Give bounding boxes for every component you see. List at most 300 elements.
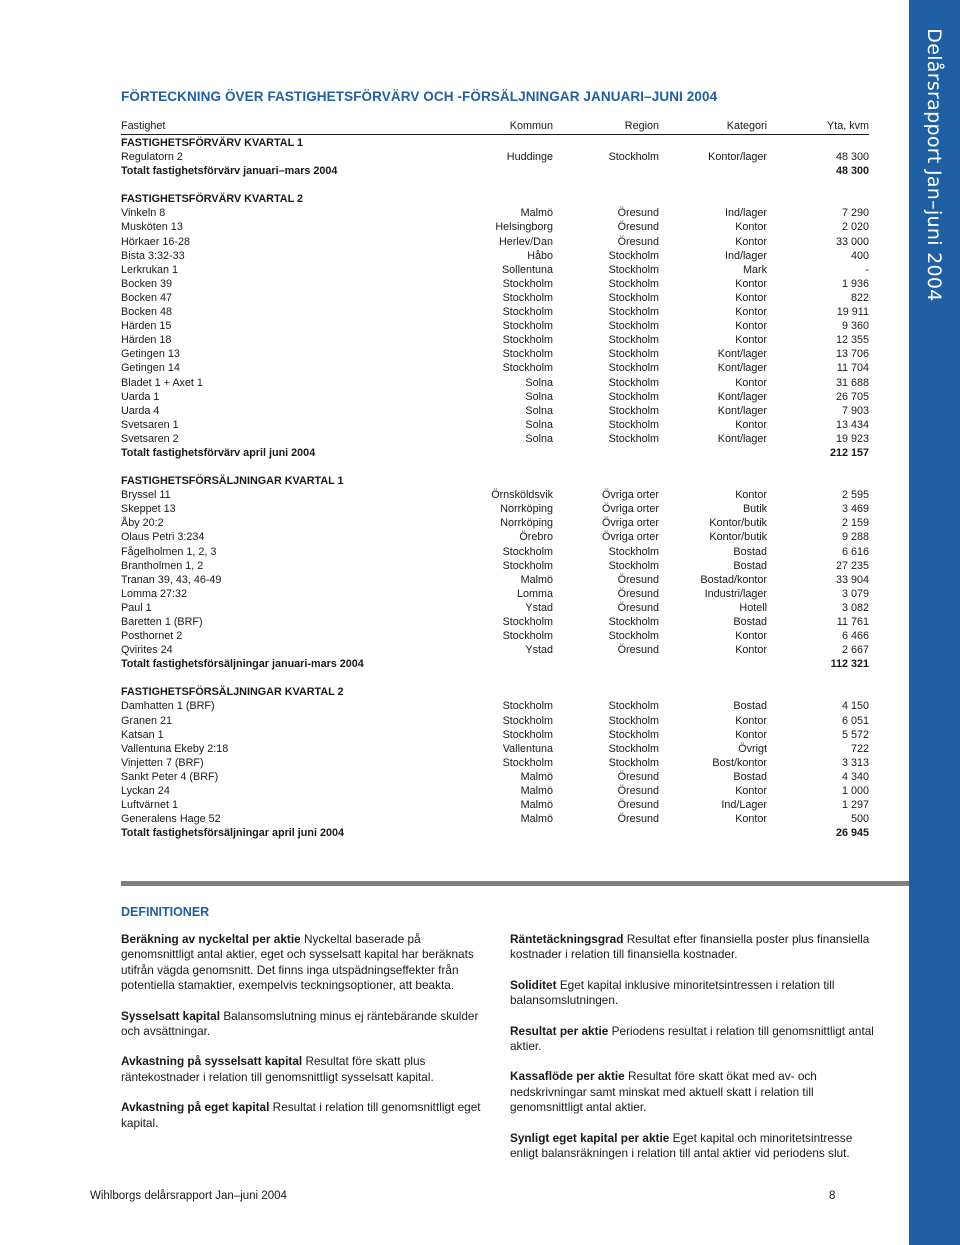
cell-kategori: Kontor xyxy=(735,334,767,347)
definition-item xyxy=(121,932,491,994)
definition-item xyxy=(121,1009,491,1040)
cell-fastighet: Lerkrukan 1 xyxy=(121,263,179,276)
cell-region: Öresund xyxy=(617,207,659,220)
table-row xyxy=(121,277,869,291)
cell-kommun: Stockholm xyxy=(502,334,553,347)
header-kategori: Kategori xyxy=(726,120,767,132)
table-row xyxy=(121,798,869,812)
cell-fastighet: Lyckan 24 xyxy=(121,785,170,798)
cell-kommun: Malmö xyxy=(520,813,553,826)
cell-region: Stockholm xyxy=(608,404,659,417)
cell-yta: 212 157 xyxy=(829,446,869,459)
cell-kategori: Kontor xyxy=(735,221,767,234)
cell-kommun: Stockholm xyxy=(502,320,553,333)
cell-yta: 2 159 xyxy=(841,517,869,530)
table-row xyxy=(121,728,869,742)
footer-report-name: Wihlborgs delårsrapport Jan–juni 2004 xyxy=(90,1190,287,1202)
cell-kommun: Stockholm xyxy=(502,700,553,713)
table-body xyxy=(121,136,869,840)
cell-kommun: Malmö xyxy=(520,785,553,798)
cell-region: Öresund xyxy=(617,644,659,657)
cell-yta: 722 xyxy=(850,742,869,755)
cell-region: Övriga orter xyxy=(602,489,659,502)
cell-region: Stockholm xyxy=(608,390,659,403)
cell-region: Stockholm xyxy=(608,376,659,389)
cell-kategori: Mark xyxy=(743,263,767,276)
cell-fastighet: Paul 1 xyxy=(121,601,152,614)
cell-fastighet: Svetsaren 2 xyxy=(121,432,179,445)
definition-term: Beräkning av nyckeltal per aktie xyxy=(121,932,301,946)
table-row xyxy=(121,376,869,390)
cell-fastighet: FASTIGHETSFÖRVÄRV KVARTAL 1 xyxy=(121,137,303,149)
cell-yta: 48 300 xyxy=(835,165,869,178)
cell-kategori: Kontor xyxy=(735,728,767,741)
cell-region: Stockholm xyxy=(608,432,659,445)
table-spacer xyxy=(121,460,869,474)
cell-kategori: Kont/lager xyxy=(717,348,767,361)
cell-fastighet: Totalt fastighetsförsäljningar januari-mars 2004 xyxy=(121,658,364,671)
cell-yta: 3 082 xyxy=(841,601,869,614)
cell-fastighet: Totalt fastighetsförvärv april juni 2004 xyxy=(121,446,316,459)
section-heading-row xyxy=(121,136,869,150)
table-row xyxy=(121,699,869,713)
cell-kommun: Stockholm xyxy=(502,559,553,572)
cell-kategori: Kontor/butik xyxy=(709,531,767,544)
cell-region: Öresund xyxy=(617,799,659,812)
cell-kategori: Kontor xyxy=(735,785,767,798)
cell-kommun: Stockholm xyxy=(502,348,553,361)
definition-item xyxy=(121,1100,491,1131)
cell-fastighet: Uarda 1 xyxy=(121,390,160,403)
property-table xyxy=(121,118,869,840)
cell-yta: 6 466 xyxy=(841,630,869,643)
cell-kategori: Bostad xyxy=(733,559,767,572)
cell-kommun: Stockholm xyxy=(502,277,553,290)
cell-yta: 26 705 xyxy=(835,390,869,403)
cell-yta: 1 936 xyxy=(841,277,869,290)
cell-region: Öresund xyxy=(617,770,659,783)
cell-fastighet: FASTIGHETSFÖRSÄLJNINGAR KVARTAL 2 xyxy=(121,686,344,699)
cell-kategori: Kontor xyxy=(735,489,767,502)
cell-fastighet: Regulatorn 2 xyxy=(121,151,183,164)
cell-fastighet: Katsan 1 xyxy=(121,728,164,741)
cell-kategori: Ind/lager xyxy=(724,249,767,262)
cell-yta: 26 945 xyxy=(835,827,869,840)
cell-yta: 1 000 xyxy=(841,785,869,798)
cell-yta: 11 761 xyxy=(836,616,869,628)
cell-fastighet: Hörkaer 16-28 xyxy=(121,235,191,248)
table-header xyxy=(121,118,869,135)
cell-kategori: Bostad xyxy=(733,545,767,558)
cell-kategori: Butik xyxy=(742,503,767,516)
section-heading-row xyxy=(121,685,869,699)
cell-yta: 27 235 xyxy=(835,559,869,572)
cell-kommun: Stockholm xyxy=(502,545,553,558)
cell-kommun: Norrköping xyxy=(500,517,553,530)
table-row xyxy=(121,714,869,728)
table-row xyxy=(121,629,869,643)
cell-fastighet: Getingen 13 xyxy=(121,348,180,361)
cell-region: Stockholm xyxy=(608,714,659,727)
definition-term: Avkastning på eget kapital xyxy=(121,1100,270,1115)
cell-kategori: Kontor/butik xyxy=(709,517,767,530)
total-row xyxy=(121,826,869,840)
cell-fastighet: Brantholmen 1, 2 xyxy=(121,559,204,572)
definitions-right-column xyxy=(510,932,880,1176)
cell-kategori: Bostad xyxy=(733,616,767,628)
cell-fastighet: Bista 3:32-33 xyxy=(121,249,185,262)
cell-kommun: Stockholm xyxy=(502,291,553,304)
cell-yta: 112 321 xyxy=(830,658,869,671)
cell-region: Öresund xyxy=(617,221,659,234)
header-region: Region xyxy=(624,120,659,132)
definition-item xyxy=(510,978,880,1009)
definitions-title: DEFINITIONER xyxy=(121,905,210,919)
table-row xyxy=(121,404,869,418)
definition-term: Kassaflöde per aktie xyxy=(510,1069,625,1084)
cell-fastighet: Posthornet 2 xyxy=(121,630,183,643)
total-row xyxy=(121,657,869,671)
cell-region: Övriga orter xyxy=(602,531,659,544)
cell-yta: 2 020 xyxy=(841,221,869,234)
cell-fastighet: Tranan 39, 43, 46-49 xyxy=(121,573,222,586)
definition-text: Resultat i relation till genomsnittligt eget kapital. xyxy=(121,1100,481,1130)
definition-item xyxy=(510,1069,880,1115)
cell-kommun: Ystad xyxy=(525,644,553,657)
table-row xyxy=(121,559,869,573)
table-row xyxy=(121,319,869,333)
cell-kommun: Stockholm xyxy=(502,630,553,643)
header-yta: Yta, kvm xyxy=(827,120,869,132)
cell-fastighet: Granen 21 xyxy=(121,714,173,727)
cell-kategori: Bostad xyxy=(733,770,767,783)
table-row xyxy=(121,812,869,826)
cell-kategori: Kont/lager xyxy=(717,390,767,403)
definition-term: Avkastning på sysselsatt kapital xyxy=(121,1054,303,1069)
cell-fastighet: Åby 20:2 xyxy=(121,517,164,530)
cell-region: Stockholm xyxy=(608,263,659,276)
cell-region: Stockholm xyxy=(608,756,659,769)
cell-fastighet: Vinkeln 8 xyxy=(121,207,166,220)
definition-term: Synligt eget kapital per aktie xyxy=(510,1130,670,1145)
cell-yta: 3 313 xyxy=(841,756,869,769)
cell-kategori: Kontor xyxy=(735,306,767,319)
cell-yta: 1 297 xyxy=(841,799,869,812)
definition-item xyxy=(510,932,880,963)
table-row xyxy=(121,206,869,220)
definition-text: Resultat före skatt plus räntekostnader i relation till genomsnittligt sysselsatt kapital. xyxy=(121,1054,434,1084)
table-row xyxy=(121,347,869,361)
cell-region: Övriga orter xyxy=(602,503,659,516)
cell-kommun: Stockholm xyxy=(502,728,553,741)
total-row xyxy=(121,446,869,460)
cell-kategori: Kontor xyxy=(735,320,767,333)
definition-term: Resultat per aktie xyxy=(510,1023,609,1038)
cell-kommun: Vallentuna xyxy=(502,742,553,755)
cell-region: Öresund xyxy=(617,235,659,248)
table-row xyxy=(121,235,869,249)
table-row xyxy=(121,742,869,756)
definition-item xyxy=(121,1054,491,1085)
cell-fastighet: Bocken 39 xyxy=(121,277,173,290)
cell-region: Stockholm xyxy=(608,348,659,361)
table-row xyxy=(121,545,869,559)
cell-region: Öresund xyxy=(617,587,659,600)
cell-kommun: Stockholm xyxy=(502,362,553,375)
cell-fastighet: Totalt fastighetsförvärv januari–mars 2004 xyxy=(121,165,338,178)
table-row xyxy=(121,756,869,770)
cell-region: Stockholm xyxy=(608,630,659,643)
table-row xyxy=(121,432,869,446)
cell-kategori: Kontor xyxy=(735,644,767,657)
definition-text: Resultat före skatt ökat med av- och nedskrivningar samt minskat med aktuell skatt i relation till genomsnittligt antal aktier. xyxy=(510,1069,817,1115)
cell-fastighet: Härden 18 xyxy=(121,334,172,347)
cell-region: Öresund xyxy=(617,601,659,614)
cell-yta: 31 688 xyxy=(835,376,869,389)
cell-region: Stockholm xyxy=(608,728,659,741)
definition-term: Sysselsatt kapital xyxy=(121,1008,221,1023)
cell-region: Öresund xyxy=(617,573,659,586)
cell-yta: 2 667 xyxy=(841,644,869,657)
cell-region: Stockholm xyxy=(608,742,659,755)
cell-yta: 19 911 xyxy=(836,306,869,319)
table-row xyxy=(121,390,869,404)
table-row xyxy=(121,643,869,657)
cell-kommun: Norrköping xyxy=(500,503,553,516)
table-row xyxy=(121,784,869,798)
table-row xyxy=(121,418,869,432)
cell-fastighet: Skeppet 13 xyxy=(121,503,176,516)
cell-region: Stockholm xyxy=(608,249,659,262)
table-row xyxy=(121,291,869,305)
cell-region: Stockholm xyxy=(608,291,659,304)
cell-yta: 9 288 xyxy=(841,531,869,544)
cell-fastighet: Vallentuna Ekeby 2:18 xyxy=(121,742,229,755)
definition-text: Resultat efter finansiella poster plus finansiella kostnader i relation till finansiella kostnader. xyxy=(510,932,870,962)
cell-region: Öresund xyxy=(617,785,659,798)
cell-fastighet: Qvirites 24 xyxy=(121,644,173,657)
cell-fastighet: Bocken 48 xyxy=(121,306,173,319)
cell-kategori: Kontor xyxy=(735,714,767,727)
section-heading-row xyxy=(121,192,869,206)
cell-yta: 5 572 xyxy=(841,728,869,741)
cell-yta: 13 434 xyxy=(835,418,869,431)
table-row xyxy=(121,220,869,234)
total-row xyxy=(121,164,869,178)
cell-yta: 13 706 xyxy=(835,348,869,361)
table-row xyxy=(121,587,869,601)
cell-region: Öresund xyxy=(617,813,659,826)
cell-kategori: Kontor xyxy=(735,235,767,248)
definition-text: Nyckeltal baserade på genomsnittligt antal aktier, eget och sysselsatt kapital har beräknats utifrån vägda genomsnitt. Det finns inga utspädningseffekter från potentiella stamaktier, exempelvis teckningsoptioner, att beakta. xyxy=(121,932,474,993)
cell-region: Stockholm xyxy=(608,616,659,628)
cell-kommun: Lomma xyxy=(516,587,553,600)
cell-kommun: Örebro xyxy=(519,531,553,544)
definition-item xyxy=(510,1024,880,1055)
table-spacer xyxy=(121,671,869,685)
cell-fastighet: FASTIGHETSFÖRVÄRV KVARTAL 2 xyxy=(121,193,303,206)
cell-kategori: Kontor xyxy=(735,630,767,643)
cell-kommun: Malmö xyxy=(520,573,553,586)
cell-kategori: Industri/lager xyxy=(704,587,767,600)
sidebar-title: Delårsrapport Jan–juni 2004 xyxy=(923,28,945,302)
cell-fastighet: Luftvärnet 1 xyxy=(121,799,179,812)
cell-kategori: Kontor xyxy=(735,376,767,389)
cell-yta: 48 300 xyxy=(835,151,869,164)
cell-kategori: Ind/lager xyxy=(724,207,767,220)
table-row xyxy=(121,263,869,277)
table-row xyxy=(121,516,869,530)
cell-kategori: Kontor xyxy=(735,277,767,290)
table-row xyxy=(121,601,869,615)
cell-yta: - xyxy=(865,263,869,276)
cell-fastighet: Härden 15 xyxy=(121,320,172,333)
cell-fastighet: Musköten 13 xyxy=(121,221,183,234)
cell-kommun: Solna xyxy=(525,376,553,389)
cell-fastighet: Baretten 1 (BRF) xyxy=(121,616,203,628)
cell-kommun: Örnsköldsvik xyxy=(491,489,553,502)
table-row xyxy=(121,305,869,319)
cell-kommun: Solna xyxy=(525,418,553,431)
cell-kategori: Kontor xyxy=(735,418,767,431)
cell-fastighet: Lomma 27:32 xyxy=(121,587,188,600)
cell-kategori: Kont/lager xyxy=(717,432,767,445)
cell-region: Stockholm xyxy=(608,545,659,558)
definitions-left-column xyxy=(121,932,491,1146)
cell-kommun: Malmö xyxy=(520,207,553,220)
cell-kommun: Stockholm xyxy=(502,616,553,628)
cell-fastighet: Vinjetten 7 (BRF) xyxy=(121,756,204,769)
definition-text: Periodens resultat i relation till genomsnittligt antal aktier. xyxy=(510,1023,874,1054)
cell-fastighet: FASTIGHETSFÖRSÄLJNINGAR KVARTAL 1 xyxy=(121,475,344,488)
cell-fastighet: Sankt Peter 4 (BRF) xyxy=(121,770,219,783)
page-title: FÖRTECKNING ÖVER FASTIGHETSFÖRVÄRV OCH -FÖRSÄLJNINGAR JANUARI–JUNI 2004 xyxy=(121,89,718,104)
header-fastighet: Fastighet xyxy=(121,120,166,132)
cell-kommun: Solna xyxy=(525,404,553,417)
cell-yta: 3 079 xyxy=(841,587,869,600)
table-row xyxy=(121,615,869,629)
table-row xyxy=(121,488,869,502)
cell-region: Stockholm xyxy=(608,334,659,347)
definition-text: Balansomslutning minus ej räntebärande skulder och avsättningar. xyxy=(121,1008,479,1039)
section-heading-row xyxy=(121,474,869,488)
cell-yta: 11 704 xyxy=(836,362,869,375)
cell-yta: 6 051 xyxy=(841,714,869,727)
cell-yta: 33 904 xyxy=(835,573,869,586)
definition-text: Eget kapital inklusive minoritetsintressen i relation till balansomslutningen. xyxy=(510,977,835,1008)
cell-kategori: Kont/lager xyxy=(717,362,767,375)
cell-kommun: Solna xyxy=(525,432,553,445)
cell-kommun: Huddinge xyxy=(506,151,553,164)
cell-yta: 4 340 xyxy=(841,770,869,783)
cell-kategori: Bostad/kontor xyxy=(700,573,767,586)
cell-kategori: Kontor xyxy=(735,813,767,826)
cell-fastighet: Svetsaren 1 xyxy=(121,418,179,431)
cell-fastighet: Bladet 1 + Axet 1 xyxy=(121,376,203,389)
cell-region: Stockholm xyxy=(608,700,659,713)
cell-kommun: Malmö xyxy=(520,799,553,812)
cell-yta: 33 000 xyxy=(835,235,869,248)
cell-yta: 6 616 xyxy=(841,545,869,558)
table-row xyxy=(121,249,869,263)
table-row xyxy=(121,573,869,587)
definition-text: Eget kapital och minoritetsintresse enligt balansräkningen i relation till antal aktier vid periodens slut. xyxy=(510,1130,853,1161)
cell-kategori: Kont/lager xyxy=(717,404,767,417)
cell-yta: 9 360 xyxy=(841,320,869,333)
cell-fastighet: Uarda 4 xyxy=(121,404,160,417)
cell-kategori: Bost/kontor xyxy=(712,756,767,769)
table-row xyxy=(121,770,869,784)
cell-fastighet: Bocken 47 xyxy=(121,291,173,304)
definition-term: Soliditet xyxy=(510,977,557,992)
cell-fastighet: Totalt fastighetsförsäljningar april juni 2004 xyxy=(121,827,344,840)
cell-kommun: Herlev/Dan xyxy=(498,235,553,248)
cell-kommun: Solna xyxy=(525,390,553,403)
cell-kommun: Stockholm xyxy=(502,714,553,727)
cell-yta: 2 595 xyxy=(841,489,869,502)
cell-kommun: Malmö xyxy=(520,770,553,783)
cell-fastighet: Bryssel 11 xyxy=(121,489,171,502)
table-row xyxy=(121,150,869,164)
cell-kategori: Övrigt xyxy=(738,742,767,755)
table-row xyxy=(121,530,869,544)
page-number: 8 xyxy=(829,1190,836,1202)
cell-yta: 822 xyxy=(850,291,869,304)
cell-yta: 500 xyxy=(850,813,869,826)
cell-yta: 7 290 xyxy=(841,207,869,220)
cell-fastighet: Generalens Hage 52 xyxy=(121,813,221,826)
definition-term: Räntetäckningsgrad xyxy=(510,932,624,946)
cell-fastighet: Olaus Petri 3:234 xyxy=(121,531,205,544)
table-spacer xyxy=(121,178,869,192)
cell-yta: 19 923 xyxy=(835,432,869,445)
cell-kategori: Kontor/lager xyxy=(708,151,767,164)
cell-kategori: Bostad xyxy=(733,700,767,713)
cell-kategori: Ind/Lager xyxy=(721,799,767,812)
cell-kommun: Håbo xyxy=(527,249,553,262)
cell-yta: 3 469 xyxy=(841,503,869,516)
cell-region: Stockholm xyxy=(608,559,659,572)
cell-region: Stockholm xyxy=(608,320,659,333)
cell-region: Stockholm xyxy=(608,306,659,319)
cell-region: Stockholm xyxy=(608,362,659,375)
cell-kommun: Stockholm xyxy=(502,306,553,319)
cell-kategori: Hotell xyxy=(739,601,767,614)
cell-kommun: Sollentuna xyxy=(501,263,553,276)
cell-yta: 12 355 xyxy=(835,334,869,347)
cell-fastighet: Getingen 14 xyxy=(121,362,180,375)
section-divider xyxy=(121,881,909,886)
cell-kommun: Helsingborg xyxy=(495,221,553,234)
definition-item xyxy=(510,1131,880,1162)
table-row xyxy=(121,361,869,375)
cell-yta: 4 150 xyxy=(841,700,869,713)
cell-kategori: Kontor xyxy=(735,291,767,304)
header-kommun: Kommun xyxy=(509,120,553,132)
cell-kommun: Ystad xyxy=(525,601,553,614)
cell-yta: 7 903 xyxy=(841,404,869,417)
cell-yta: 400 xyxy=(850,249,869,262)
table-row xyxy=(121,502,869,516)
cell-region: Stockholm xyxy=(608,277,659,290)
cell-fastighet: Damhatten 1 (BRF) xyxy=(121,700,215,713)
table-row xyxy=(121,333,869,347)
cell-region: Stockholm xyxy=(608,418,659,431)
cell-region: Stockholm xyxy=(608,151,659,164)
cell-fastighet: Fågelholmen 1, 2, 3 xyxy=(121,545,217,558)
cell-region: Övriga orter xyxy=(602,517,659,530)
cell-kommun: Stockholm xyxy=(502,756,553,769)
